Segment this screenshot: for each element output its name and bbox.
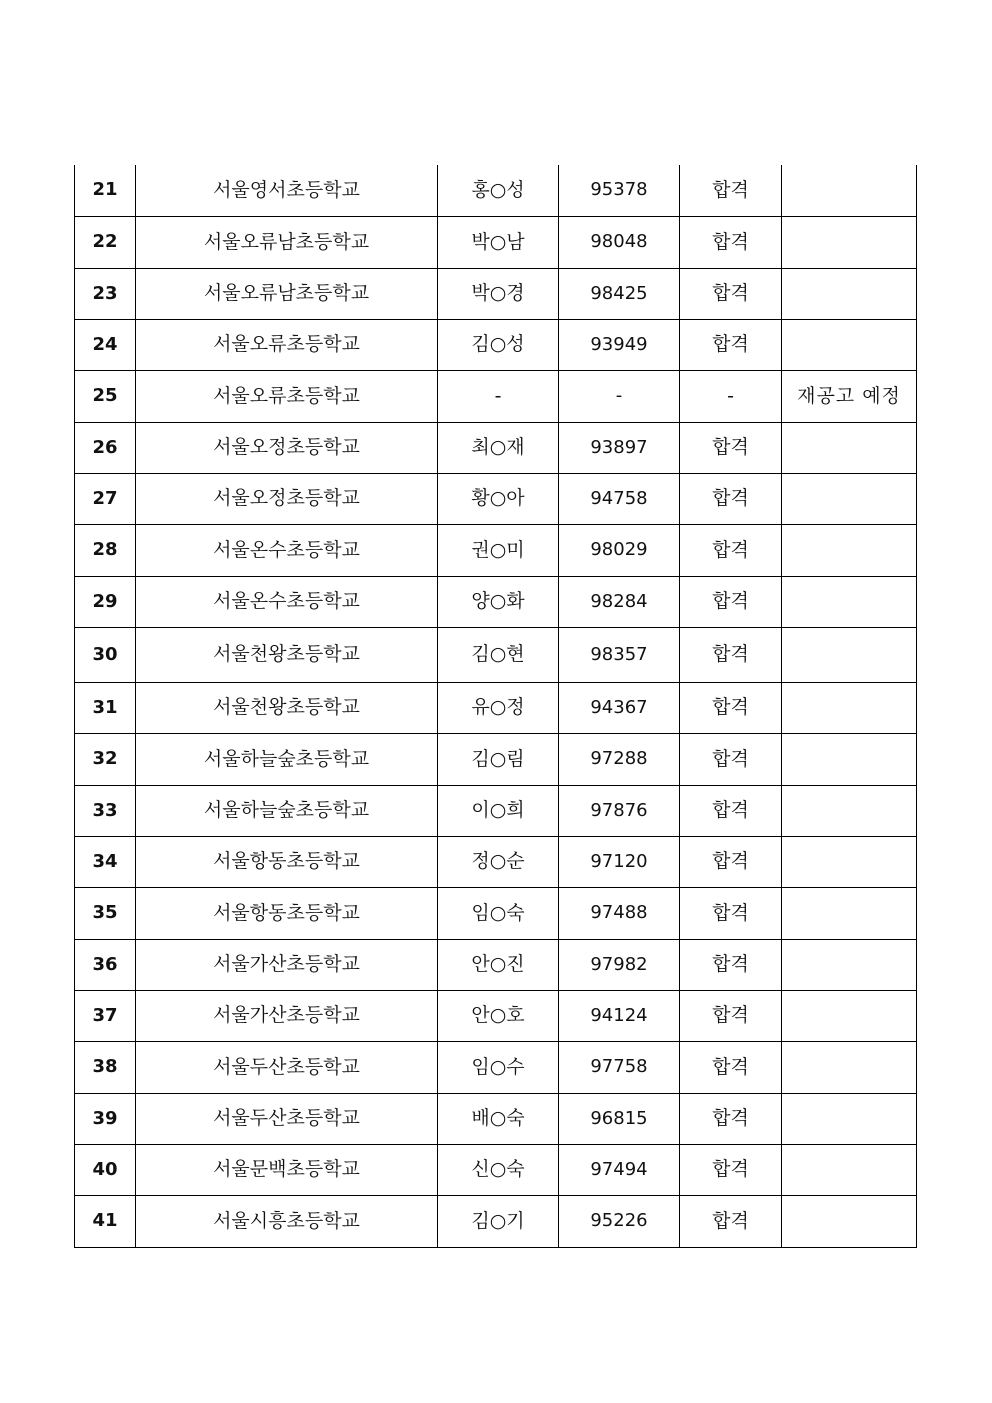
row-number: 23	[75, 268, 136, 319]
exam-number: 97488	[559, 887, 680, 939]
remarks	[782, 422, 917, 473]
result-status: 합격	[680, 422, 782, 473]
row-number: 39	[75, 1093, 136, 1144]
table-row	[75, 682, 917, 733]
row-number: 33	[75, 785, 136, 836]
candidate-name: 김○기	[438, 1195, 559, 1247]
table-row	[75, 785, 917, 836]
table-row	[75, 268, 917, 319]
table-row	[75, 370, 917, 422]
results-table-body	[75, 165, 917, 1247]
exam-number: 95378	[559, 165, 680, 216]
exam-number: 97758	[559, 1041, 680, 1093]
result-status: -	[680, 370, 782, 422]
exam-number: 97288	[559, 733, 680, 785]
result-status: 합격	[680, 939, 782, 990]
table-row	[75, 576, 917, 627]
remarks: 재공고 예정	[782, 370, 917, 422]
candidate-name: 김○현	[438, 627, 559, 682]
school-name: 서울천왕초등학교	[136, 627, 438, 682]
remarks	[782, 939, 917, 990]
result-status: 합격	[680, 165, 782, 216]
row-number: 27	[75, 473, 136, 524]
row-number: 41	[75, 1195, 136, 1247]
exam-number: 98357	[559, 627, 680, 682]
candidate-name: 황○아	[438, 473, 559, 524]
result-status: 합격	[680, 887, 782, 939]
table-row	[75, 939, 917, 990]
school-name: 서울오정초등학교	[136, 473, 438, 524]
school-name: 서울두산초등학교	[136, 1041, 438, 1093]
table-row	[75, 887, 917, 939]
school-name: 서울시흥초등학교	[136, 1195, 438, 1247]
remarks	[782, 836, 917, 887]
exam-number: 97876	[559, 785, 680, 836]
candidate-name: 권○미	[438, 524, 559, 576]
result-status: 합격	[680, 473, 782, 524]
remarks	[782, 785, 917, 836]
remarks	[782, 473, 917, 524]
school-name: 서울오류남초등학교	[136, 216, 438, 268]
result-status: 합격	[680, 733, 782, 785]
row-number: 25	[75, 370, 136, 422]
candidate-name: 최○재	[438, 422, 559, 473]
school-name: 서울하늘숲초등학교	[136, 785, 438, 836]
table-row	[75, 524, 917, 576]
candidate-name: 박○경	[438, 268, 559, 319]
remarks	[782, 627, 917, 682]
results-table	[74, 165, 917, 1248]
exam-number: 95226	[559, 1195, 680, 1247]
remarks	[782, 165, 917, 216]
candidate-name: 박○남	[438, 216, 559, 268]
school-name: 서울하늘숲초등학교	[136, 733, 438, 785]
exam-number: 93949	[559, 319, 680, 370]
exam-number: 98425	[559, 268, 680, 319]
row-number: 29	[75, 576, 136, 627]
table-row	[75, 990, 917, 1041]
candidate-name: 정○순	[438, 836, 559, 887]
remarks	[782, 990, 917, 1041]
candidate-name: 임○수	[438, 1041, 559, 1093]
table-row	[75, 733, 917, 785]
table-row	[75, 165, 917, 216]
result-status: 합격	[680, 1195, 782, 1247]
school-name: 서울두산초등학교	[136, 1093, 438, 1144]
exam-number: 98048	[559, 216, 680, 268]
result-status: 합격	[680, 785, 782, 836]
remarks	[782, 216, 917, 268]
result-status: 합격	[680, 216, 782, 268]
remarks	[782, 733, 917, 785]
exam-number: 96815	[559, 1093, 680, 1144]
row-number: 24	[75, 319, 136, 370]
school-name: 서울가산초등학교	[136, 990, 438, 1041]
school-name: 서울오류초등학교	[136, 319, 438, 370]
row-number: 37	[75, 990, 136, 1041]
row-number: 35	[75, 887, 136, 939]
row-number: 21	[75, 165, 136, 216]
row-number: 36	[75, 939, 136, 990]
exam-number: 94758	[559, 473, 680, 524]
school-name: 서울온수초등학교	[136, 524, 438, 576]
candidate-name: 신○숙	[438, 1144, 559, 1195]
row-number: 26	[75, 422, 136, 473]
remarks	[782, 524, 917, 576]
remarks	[782, 887, 917, 939]
remarks	[782, 319, 917, 370]
candidate-name: 김○림	[438, 733, 559, 785]
result-status: 합격	[680, 836, 782, 887]
row-number: 31	[75, 682, 136, 733]
result-status: 합격	[680, 268, 782, 319]
school-name: 서울오정초등학교	[136, 422, 438, 473]
row-number: 32	[75, 733, 136, 785]
result-status: 합격	[680, 576, 782, 627]
candidate-name: 배○숙	[438, 1093, 559, 1144]
table-row	[75, 319, 917, 370]
candidate-name: 이○희	[438, 785, 559, 836]
table-row	[75, 1093, 917, 1144]
school-name: 서울오류초등학교	[136, 370, 438, 422]
candidate-name: 홍○성	[438, 165, 559, 216]
table-row	[75, 216, 917, 268]
remarks	[782, 1144, 917, 1195]
table-row	[75, 836, 917, 887]
school-name: 서울천왕초등학교	[136, 682, 438, 733]
row-number: 28	[75, 524, 136, 576]
table-row	[75, 1195, 917, 1247]
candidate-name: 임○숙	[438, 887, 559, 939]
result-status: 합격	[680, 319, 782, 370]
remarks	[782, 682, 917, 733]
table-row	[75, 627, 917, 682]
remarks	[782, 268, 917, 319]
exam-number: 98029	[559, 524, 680, 576]
exam-number: 98284	[559, 576, 680, 627]
exam-number: 97982	[559, 939, 680, 990]
candidate-name: 안○호	[438, 990, 559, 1041]
exam-number: -	[559, 370, 680, 422]
exam-number: 97494	[559, 1144, 680, 1195]
row-number: 22	[75, 216, 136, 268]
school-name: 서울문백초등학교	[136, 1144, 438, 1195]
table-row	[75, 473, 917, 524]
table-row	[75, 1041, 917, 1093]
result-status: 합격	[680, 1093, 782, 1144]
candidate-name: 유○정	[438, 682, 559, 733]
school-name: 서울항동초등학교	[136, 836, 438, 887]
result-status: 합격	[680, 682, 782, 733]
candidate-name: 양○화	[438, 576, 559, 627]
candidate-name: 안○진	[438, 939, 559, 990]
result-status: 합격	[680, 524, 782, 576]
school-name: 서울가산초등학교	[136, 939, 438, 990]
result-status: 합격	[680, 990, 782, 1041]
table-row	[75, 422, 917, 473]
remarks	[782, 1041, 917, 1093]
row-number: 34	[75, 836, 136, 887]
candidate-name: 김○성	[438, 319, 559, 370]
school-name: 서울오류남초등학교	[136, 268, 438, 319]
school-name: 서울항동초등학교	[136, 887, 438, 939]
school-name: 서울온수초등학교	[136, 576, 438, 627]
school-name: 서울영서초등학교	[136, 165, 438, 216]
row-number: 38	[75, 1041, 136, 1093]
exam-number: 94124	[559, 990, 680, 1041]
remarks	[782, 1195, 917, 1247]
result-status: 합격	[680, 1041, 782, 1093]
row-number: 30	[75, 627, 136, 682]
candidate-name: -	[438, 370, 559, 422]
remarks	[782, 576, 917, 627]
remarks	[782, 1093, 917, 1144]
exam-number: 94367	[559, 682, 680, 733]
result-status: 합격	[680, 1144, 782, 1195]
result-status: 합격	[680, 627, 782, 682]
exam-number: 93897	[559, 422, 680, 473]
exam-number: 97120	[559, 836, 680, 887]
table-row	[75, 1144, 917, 1195]
row-number: 40	[75, 1144, 136, 1195]
